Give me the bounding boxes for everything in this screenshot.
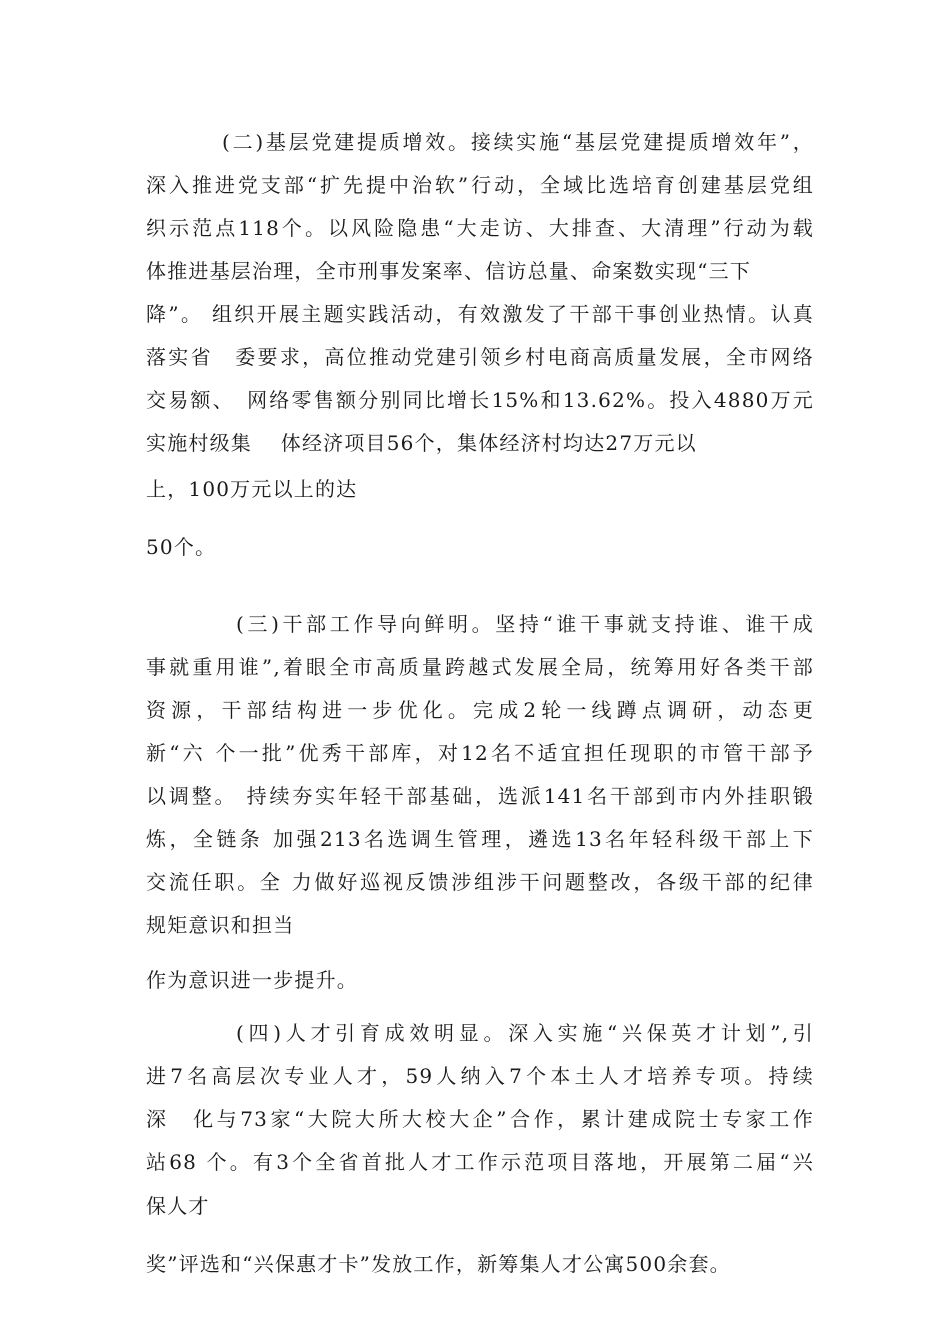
section3-line-2: 事就重用谁”,着眼全市高质量跨越式发展全局，统筹用好各类干部 <box>146 655 814 679</box>
section2-line-9: 上，100万元以上的达 <box>146 477 358 501</box>
section3-line-4: 新“六 个一批”优秀干部库，对12名不适宜担任现职的市管干部予 <box>146 741 814 765</box>
section4-line-6: 奖”评选和“兴保惠才卡”发放工作，新筹集人才公寓500余套。 <box>146 1252 731 1276</box>
section4-line-4: 站68 个。有3个全省首批人才工作示范项目落地，开展第二届“兴 <box>146 1150 814 1174</box>
section2-line-1: (二)基层党建提质增效。接续实施“基层党建提质增效年”， <box>222 130 814 154</box>
section2-line-10: 50个。 <box>146 535 217 559</box>
section4-line-5: 保人才 <box>146 1194 210 1218</box>
section2-line-2: 深入推进党支部“扩先提中治软”行动，全域比选培育创建基层党组 <box>146 173 814 197</box>
section2-line-6: 落实省 委要求，高位推动党建引领乡村电商高质量发展，全市网络 <box>146 345 814 369</box>
section3-line-9: 作为意识进一步提升。 <box>146 968 358 992</box>
section2-line-8: 实施村级集 体经济项目56个，集体经济村均达27万元以 <box>146 431 697 455</box>
section4-line-2: 进7名高层次专业人才，59人纳入7个本土人才培养专项。持续 <box>146 1064 814 1088</box>
section4-line-3: 深 化与73家“大院大所大校大企”合作，累计建成院士专家工作 <box>146 1107 814 1131</box>
section3-line-3: 资源，干部结构进一步优化。完成2轮一线蹲点调研，动态更 <box>146 698 814 722</box>
section2-line-5: 降”。 组织开展主题实践活动，有效激发了干部干事创业热情。认真 <box>146 302 814 326</box>
section2-line-4: 体推进基层治理，全市刑事发案率、信访总量、命案数实现“三下 <box>146 259 752 283</box>
section3-line-8: 规矩意识和担当 <box>146 913 295 937</box>
section3-line-1: (三)干部工作导向鲜明。坚持“谁干事就支持谁、谁干成 <box>236 612 814 636</box>
section4-line-1: (四)人才引育成效明显。深入实施“兴保英才计划”,引 <box>236 1021 814 1045</box>
section3-line-7: 交流任职。全 力做好巡视反馈涉组涉干问题整改，各级干部的纪律 <box>146 870 814 894</box>
section2-line-3: 织示范点118个。以风险隐患“大走访、大排查、大清理”行动为载 <box>146 216 814 240</box>
section3-line-6: 炼，全链条 加强213名选调生管理，遴选13名年轻科级干部上下 <box>146 827 814 851</box>
section2-line-7: 交易额、 网络零售额分别同比增长15%和13.62%。投入4880万元 <box>146 388 814 412</box>
section3-line-5: 以调整。 持续夯实年轻干部基础，选派141名干部到市内外挂职锻 <box>146 784 814 808</box>
